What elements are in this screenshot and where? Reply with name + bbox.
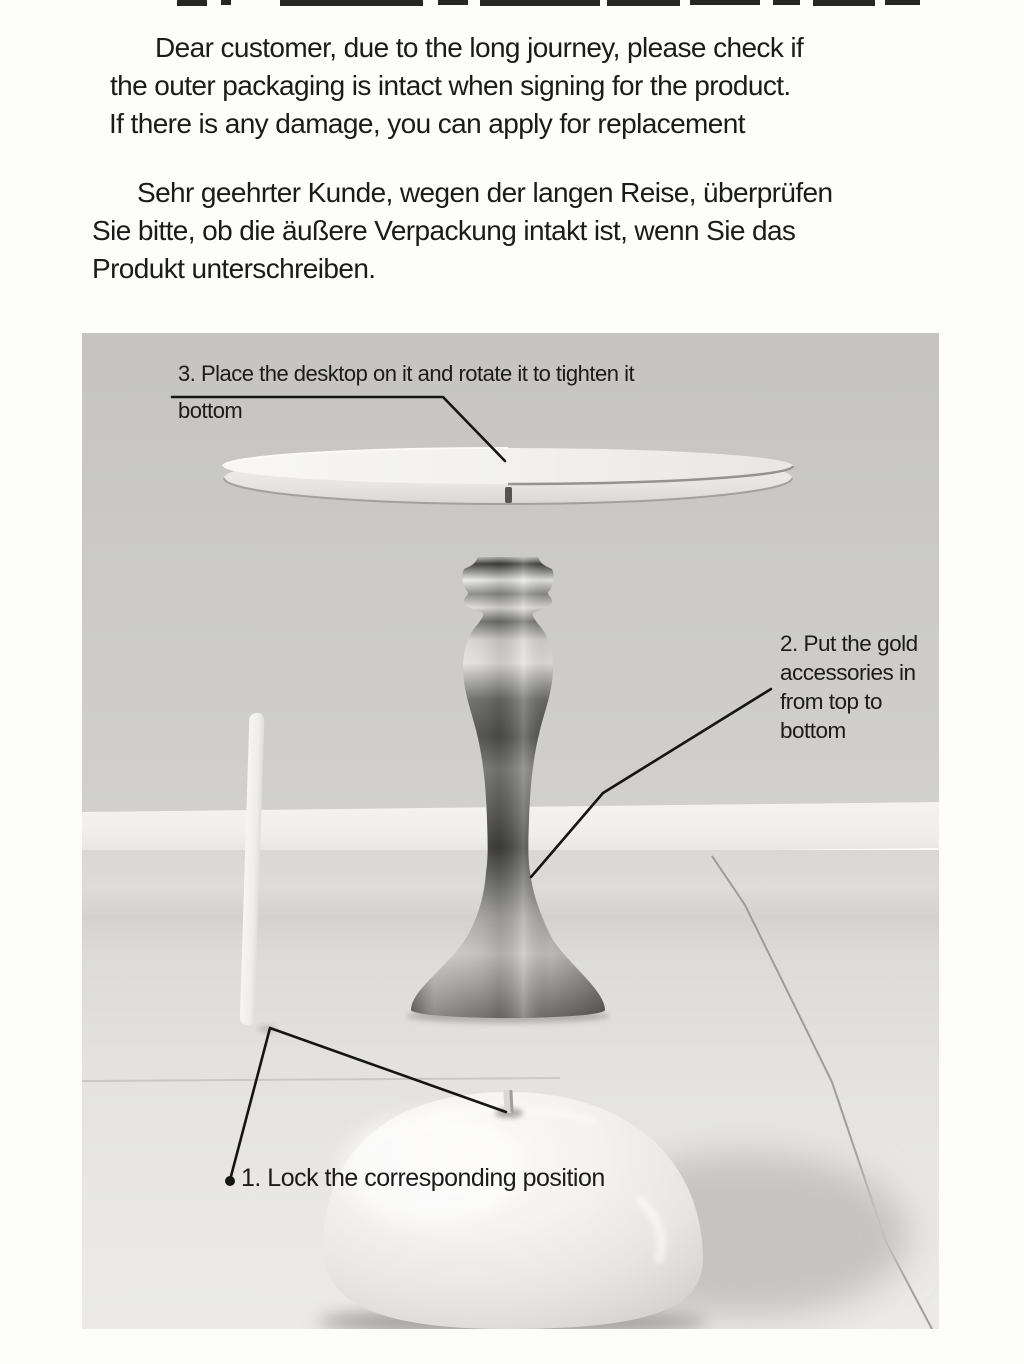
base-peg — [503, 1090, 513, 1113]
step3-label-line-1: 3. Place the desktop on it and rotate it to tighten it — [178, 361, 635, 386]
step2-label-line-4: bottom — [780, 718, 846, 743]
notice-de-line-3: Produkt unterschreiben. — [92, 253, 376, 284]
step2-label-line-2: accessories in — [780, 660, 916, 685]
step2-label-line-1: 2. Put the gold — [780, 631, 918, 656]
step1-bullet — [225, 1176, 235, 1186]
step3-label-line-2: bottom — [178, 398, 243, 423]
notice-en-line-1: Dear customer, due to the long journey, please check if — [155, 32, 804, 63]
tabletop-peg — [505, 487, 512, 503]
notice-en-line-2: the outer packaging is intact when signing for the product. — [110, 70, 791, 101]
step1-label: 1. Lock the corresponding position — [241, 1164, 605, 1192]
step2-label-line-3: from top to — [780, 689, 883, 714]
notice-en-line-3: If there is any damage, you can apply for replacement — [109, 108, 745, 139]
notice-de-line-1: Sehr geehrter Kunde, wegen der langen Reise, überprüfen — [137, 177, 833, 208]
notice-de-line-2: Sie bitte, ob die äußere Verpackung intakt ist, wenn Sie das — [92, 215, 796, 246]
cropped-text-strip — [0, 0, 1024, 8]
